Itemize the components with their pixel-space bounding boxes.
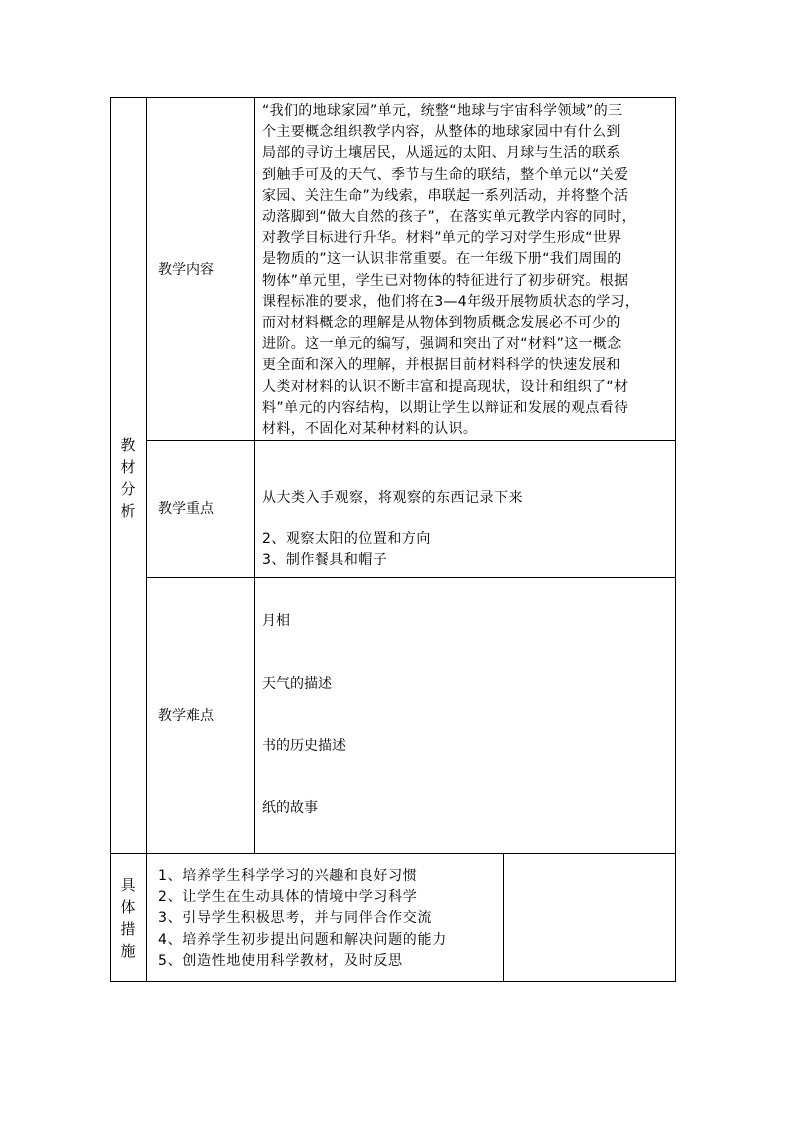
table-col-divider-1 <box>146 97 147 982</box>
content-line: 到触手可及的天气、季节与生命的联结，整个单元以“关爱 <box>262 166 629 183</box>
content-line: 而对材料概念的理解是从物体到物质概念发展必不可少的 <box>262 315 621 332</box>
content-line: 进阶。这一单元的编写，强调和突出了对“材料”这一概念 <box>262 336 622 353</box>
content-line: “我们的地球家园”单元，统整“地球与宇宙科学领域”的三 <box>262 103 623 119</box>
difficulty-item-4: 纸的故事 <box>262 800 318 816</box>
measures-section-header <box>118 874 138 962</box>
content-line: 是物质的”这一认识非常重要。在一年级下册“我们周围的 <box>262 251 622 268</box>
focus-row-label: 教学重点 <box>158 501 214 517</box>
content-line: 更全面和深入的理解，并根据目前材料科学的快速发展和 <box>262 357 621 374</box>
focus-item-2: 2、观察太阳的位置和方向 <box>262 531 431 547</box>
measure-item: 2、让学生在生动具体的情境中学习科学 <box>158 889 418 906</box>
analysis-header-char-3: 分 <box>120 480 136 498</box>
measures-header-char-1: 具 <box>120 876 136 894</box>
analysis-header-char-1: 教 <box>120 436 136 454</box>
content-line: 料”单元的内容结构，以期让学生以辩证和发展的观点看待 <box>262 399 629 416</box>
content-line: 人类对材料的认识不断丰富和提高现状，设计和组织了“材 <box>262 378 629 395</box>
analysis-section-header <box>118 434 138 522</box>
measures-list <box>158 866 447 972</box>
table-row-divider-2 <box>146 577 676 578</box>
content-paragraph <box>262 101 672 440</box>
content-line: 对教学目标进行升华。材料”单元的学习对学生形成“世界 <box>262 230 622 247</box>
measure-item: 1、培养学生科学学习的兴趣和良好习惯 <box>158 868 418 884</box>
content-line: 家园、关注生命”为线索，串联起一系列活动，并将整个活 <box>262 187 629 204</box>
measure-item: 3、引导学生积极思考，并与同伴合作交流 <box>158 910 433 927</box>
content-line: 局部的寻访土壤居民，从遥远的太阳、月球与生活的联系 <box>262 145 621 162</box>
content-line: 物体”单元里，学生已对物体的特征进行了初步研究。根据 <box>262 272 629 289</box>
difficulty-row-label: 教学难点 <box>158 708 214 724</box>
focus-item-1: 从大类入手观察，将观察的东西记录下来 <box>262 490 523 506</box>
measures-header-char-3: 措 <box>120 920 136 938</box>
content-line: 动落脚到“做大自然的孩子”，在落实单元教学内容的同时， <box>262 209 636 226</box>
difficulty-item-1: 月相 <box>262 613 290 629</box>
content-line: 课程标准的要求，他们将在3—4年级开展物质状态的学习， <box>262 293 640 310</box>
measure-item: 4、培养学生初步提出问题和解决问题的能力 <box>158 931 447 948</box>
focus-item-3: 3、制作餐具和帽子 <box>262 552 388 568</box>
analysis-header-char-4: 析 <box>120 502 136 520</box>
table-col-divider-3 <box>503 853 504 982</box>
table-col-divider-2 <box>254 97 255 853</box>
difficulty-item-3: 书的历史描述 <box>262 738 346 754</box>
measures-header-char-2: 体 <box>120 898 136 916</box>
content-line: 个主要概念组织教学内容，从整体的地球家园中有什么到 <box>262 124 621 141</box>
analysis-header-char-2: 材 <box>120 458 136 476</box>
content-line: 材料，不固化对某种材料的认识。 <box>262 421 478 438</box>
content-row-label: 教学内容 <box>158 262 214 278</box>
measures-header-char-4: 施 <box>120 942 136 960</box>
table-row-divider-3 <box>110 853 676 854</box>
measure-item: 5、创造性地使用科学教材，及时反思 <box>158 952 403 969</box>
difficulty-item-2: 天气的描述 <box>262 676 332 692</box>
